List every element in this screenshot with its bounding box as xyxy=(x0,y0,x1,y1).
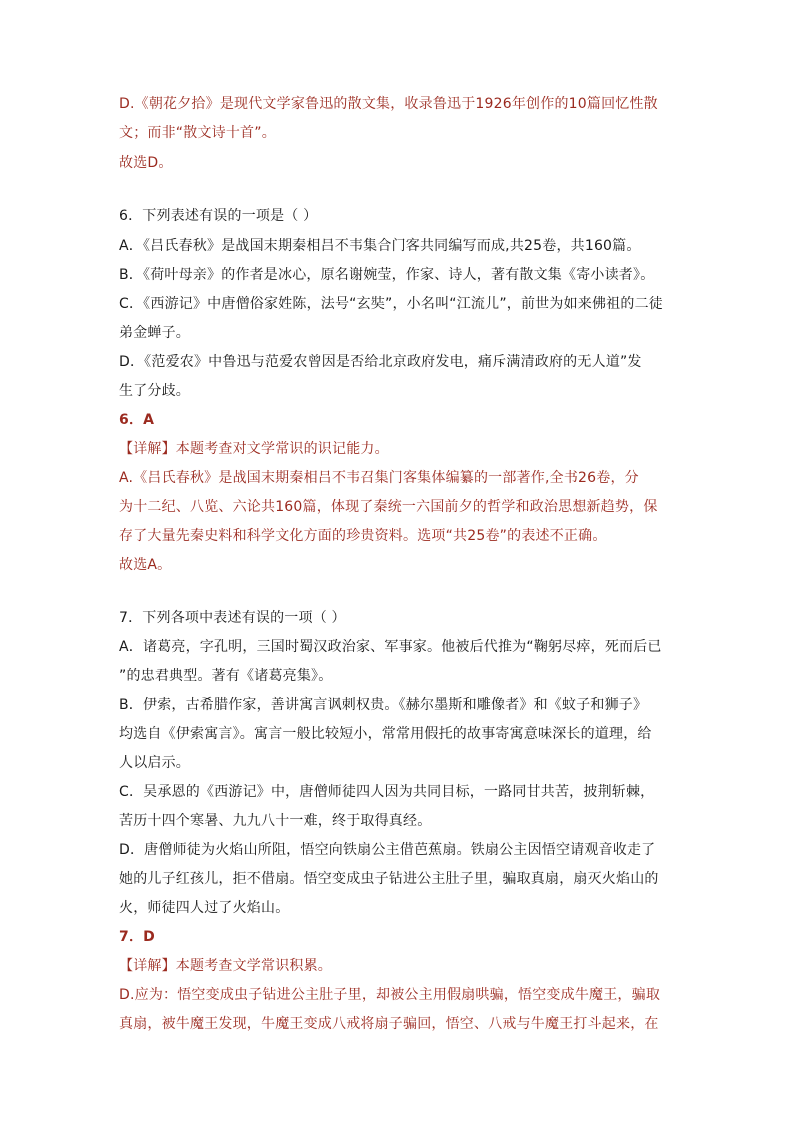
q7-option-d-line-3: 火，师徒四人过了火焰山。 xyxy=(119,900,290,916)
q7-option-c-line-2: 苦历十四个寒暑、九九八十一难，终于取得真经。 xyxy=(119,813,432,829)
q6-stem: 6．下列表述有误的一项是（ ） xyxy=(119,208,318,224)
q7-option-b-line-1: B．伊索，古希腊作家，善讲寓言讽刺权贵。《赫尔墨斯和雕像者》和《蚊子和狮子》 xyxy=(119,697,648,713)
q7-option-c-line-1: C．吴承恩的《西游记》中，唐僧师徒四人因为共同目标，一路同甘共苦，披荆斩棘， xyxy=(119,784,655,800)
q7-explanation-line-1: D.应为：悟空变成虫子钻进公主肚子里，却被公主用假扇哄骗，悟空变成牛魔王，骗取 xyxy=(119,987,661,1003)
q7-stem: 7．下列各项中表述有误的一项（ ） xyxy=(119,610,346,626)
q6-option-d-line-2: 生了分歧。 xyxy=(119,383,190,399)
q6-option-c-line-1: C．《西游记》中唐僧俗家姓陈，法号“玄奘”，小名叫“江流儿”，前世为如来佛祖的二徒 xyxy=(119,296,663,312)
q6-option-c-line-2: 弟金蝉子。 xyxy=(119,325,190,341)
q6-option-b: B．《荷叶母亲》的作者是冰心，原名谢婉莹，作家、诗人，著有散文集《寄小读者》。 xyxy=(119,267,655,283)
q6-detail-heading: 【详解】本题考查对文学常识的识记能力。 xyxy=(119,441,389,457)
prev-conclusion: 故选D。 xyxy=(119,155,173,171)
prev-explanation-line-1: D.《朝花夕拾》是现代文学家鲁迅的散文集，收录鲁迅于1926年创作的10篇回忆性散 xyxy=(119,96,658,112)
q7-option-d-line-2: 她的儿子红孩儿，拒不借扇。悟空变成虫子钻进公主肚子里，骗取真扇，扇灭火焰山的 xyxy=(119,871,659,887)
q6-explanation-line-2: 为十二纪、八览、六论共160篇，体现了秦统一六国前夕的哲学和政治思想新趋势，保 xyxy=(119,499,658,515)
prev-explanation-line-2: 文；而非“散文诗十首”。 xyxy=(119,125,276,141)
q6-conclusion: 故选A。 xyxy=(119,557,172,573)
q7-option-a-line-1: A．诸葛亮，字孔明，三国时蜀汉政治家、军事家。他被后代推为“鞠躬尽瘁，死而后已 xyxy=(119,639,662,655)
q6-explanation-line-3: 存了大量先秦史料和科学文化方面的珍贵资料。选项“共25卷”的表述不正确。 xyxy=(119,528,607,544)
q7-option-b-line-3: 人以启示。 xyxy=(119,755,190,771)
q7-option-a-line-2: ”的忠君典型。著有《诸葛亮集》。 xyxy=(119,668,333,684)
q7-detail-heading: 【详解】本题考查文学常识积累。 xyxy=(119,958,332,974)
q7-answer: 7．D xyxy=(119,929,155,945)
q6-option-a: A．《吕氏春秋》是战国末期秦相吕不韦集合门客共同编写而成,共25卷，共160篇。 xyxy=(119,238,641,254)
q7-explanation-line-2: 真扇，被牛魔王发现，牛魔王变成八戒将扇子骗回，悟空、八戒与牛魔王打斗起来，在 xyxy=(119,1016,659,1032)
q7-option-d-line-1: D．唐僧师徒为火焰山所阻，悟空向铁扇公主借芭蕉扇。铁扇公主因悟空请观音收走了 xyxy=(119,842,656,858)
q6-option-d-line-1: D．《范爱农》中鲁迅与范爱农曾因是否给北京政府发电，痛斥满清政府的无人道”发 xyxy=(119,354,642,370)
q7-option-b-line-2: 均选自《伊索寓言》。寓言一般比较短小，常常用假托的故事寄寓意味深长的道理，给 xyxy=(119,726,652,742)
q6-explanation-line-1: A.《吕氏春秋》是战国末期秦相吕不韦召集门客集体编纂的一部著作,全书26卷，分 xyxy=(119,470,639,486)
q6-answer: 6．A xyxy=(119,412,155,428)
